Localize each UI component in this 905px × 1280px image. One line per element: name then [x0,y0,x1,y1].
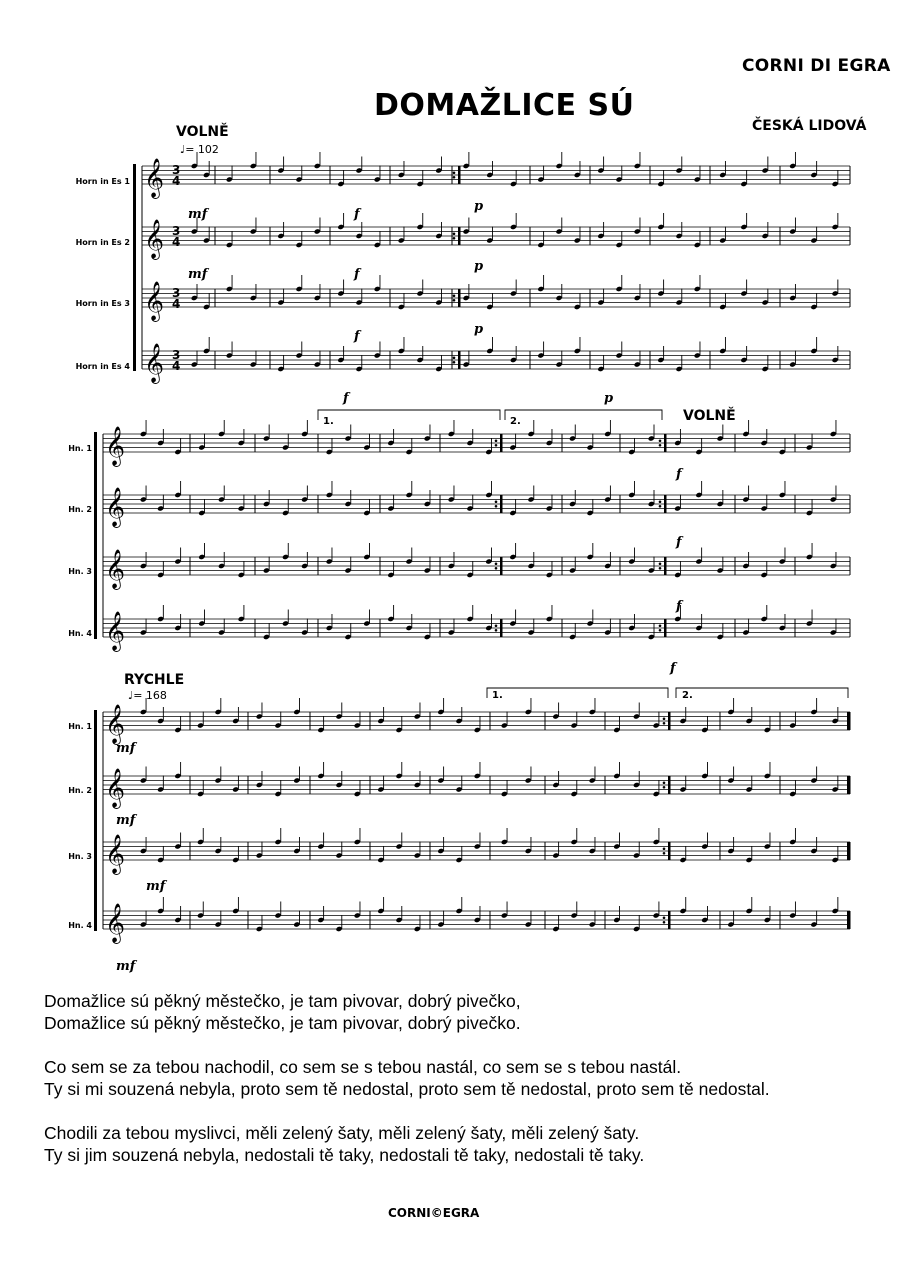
repeat-dot [495,629,498,632]
verse-1 [44,990,770,1034]
repeat-dot [663,916,666,919]
volta-1-system-2: 1. [323,416,334,427]
time-signature-top: 3 [172,163,181,177]
volta-bracket [318,410,500,420]
system-bracket [133,164,136,371]
metronome-mark-1: ♩= 102 [180,143,219,156]
treble-clef-icon: 𝄞 [105,426,126,466]
repeat-barline [668,842,671,860]
instrument-label-short-1: Hn. 1 [68,444,92,453]
repeat-dot [663,852,666,855]
time-signature-bottom: 4 [172,359,181,373]
dynamic-marking: f [676,467,682,482]
treble-clef-icon: 𝄞 [105,611,126,651]
time-signature-bottom: 4 [172,297,181,311]
dynamic-marking: mf [116,959,136,974]
repeat-dot [495,505,498,508]
repeat-barline [664,434,667,452]
tempo-marking-2: VOLNĚ [683,408,736,424]
verse-2 [44,1056,770,1100]
dynamic-marking: mf [146,879,166,894]
dynamic-marking: f [343,391,349,406]
repeat-dot [453,361,456,364]
repeat-barline [668,712,671,730]
treble-clef-icon: 𝄞 [144,281,165,321]
repeat-barline [668,776,671,794]
dynamic-marking: f [354,329,360,344]
repeat-dot [659,439,662,442]
treble-clef-icon: 𝄞 [105,903,126,943]
instrument-label-short-4: Hn. 4 [68,629,92,638]
verse-3 [44,1122,770,1166]
volta-2-system-2: 2. [510,416,521,427]
lyric-line: Ty si jim souzená nebyla, nedostali tě taky, nedostali tě taky, nedostali tě taky. [44,1145,645,1165]
instrument-label-3: Horn in Es 3 [75,299,130,308]
repeat-dot [495,567,498,570]
repeat-barline [668,911,671,929]
repeat-dot [663,786,666,789]
dynamic-marking: p [474,322,484,337]
lyric-line: Domažlice sú pěkný městečko, je tam pivovar, dobrý pivečko. [44,1013,521,1033]
repeat-barline [500,495,503,513]
lyrics-block [44,990,770,1188]
lyric-line: Co sem se za tebou nachodil, co sem se s tebou nastál, co sem se s tebou nastál. [44,1057,682,1077]
tempo-marking-1: VOLNĚ [176,124,229,140]
volta-2-system-3: 2. [682,690,693,701]
metronome-mark-3: ♩= 168 [128,689,167,702]
repeat-dot [453,299,456,302]
dynamic-marking: f [354,267,360,282]
repeat-dot [659,444,662,447]
volta-1-system-3: 1. [492,690,503,701]
repeat-dot [453,356,456,359]
time-signature-bottom: 4 [172,235,181,249]
repeat-dot [663,722,666,725]
dynamic-marking: p [604,391,614,406]
page-title: DOMAŽLICE SÚ [374,88,635,123]
repeat-barline [664,557,667,575]
dynamic-marking: mf [116,741,136,756]
repeat-dot [495,439,498,442]
lyric-line: Ty si mi souzená nebyla, proto sem tě nedostal, proto sem tě nedostal, proto sem tě nedostal. [44,1079,770,1099]
repeat-dot [663,921,666,924]
final-barline [847,842,850,860]
repeat-dot [453,232,456,235]
repeat-dot [453,176,456,179]
instrument-label-short-1b: Hn. 1 [68,722,92,731]
repeat-dot [453,237,456,240]
repeat-barline [664,619,667,637]
system-bracket [94,432,97,639]
repeat-barline [664,495,667,513]
repeat-dot [495,562,498,565]
volta-bracket [505,410,662,420]
repeat-dot [453,294,456,297]
system-bracket [94,710,97,931]
lyric-line: Domažlice sú pěkný městečko, je tam pivovar, dobrý pivečko, [44,991,521,1011]
treble-clef-icon: 𝄞 [144,219,165,259]
repeat-barline [458,351,461,369]
repeat-dot [663,847,666,850]
repeat-dot [659,505,662,508]
treble-clef-icon: 𝄞 [105,549,126,589]
instrument-label-short-2: Hn. 2 [68,505,92,514]
repeat-barline [500,557,503,575]
repeat-barline [458,166,461,184]
instrument-label-1: Horn in Es 1 [75,177,130,186]
volta-bracket [487,688,668,698]
time-signature-top: 3 [172,348,181,362]
volta-bracket [676,688,848,698]
repeat-barline [458,227,461,245]
final-barline [847,776,850,794]
treble-clef-icon: 𝄞 [105,768,126,808]
instrument-label-short-4b: Hn. 4 [68,921,92,930]
dynamic-marking: f [670,661,676,676]
repeat-dot [663,781,666,784]
repeat-dot [659,500,662,503]
treble-clef-icon: 𝄞 [105,487,126,527]
treble-clef-icon: 𝄞 [105,834,126,874]
dynamic-marking: mf [188,267,208,282]
composer-credit: ČESKÁ LIDOVÁ [752,118,867,134]
repeat-barline [500,434,503,452]
dynamic-marking: mf [116,813,136,828]
dynamic-marking: p [474,199,484,214]
repeat-dot [663,717,666,720]
instrument-label-4: Horn in Es 4 [75,362,130,371]
repeat-dot [659,624,662,627]
ensemble-name: CORNI DI EGRA [742,56,891,76]
repeat-dot [453,171,456,174]
repeat-dot [659,567,662,570]
dynamic-marking: mf [188,207,208,222]
repeat-barline [500,619,503,637]
repeat-dot [495,500,498,503]
repeat-dot [659,562,662,565]
time-signature-bottom: 4 [172,174,181,188]
tempo-marking-3: RYCHLE [124,672,185,688]
treble-clef-icon: 𝄞 [105,704,126,744]
repeat-dot [659,629,662,632]
instrument-label-short-3b: Hn. 3 [68,852,92,861]
dynamic-marking: f [676,599,682,614]
time-signature-top: 3 [172,224,181,238]
repeat-dot [495,444,498,447]
lyric-line: Chodili za tebou myslivci, měli zelený šaty, měli zelený šaty, měli zelený šaty. [44,1123,640,1143]
treble-clef-icon: 𝄞 [144,343,165,383]
instrument-label-short-3: Hn. 3 [68,567,92,576]
treble-clef-icon: 𝄞 [144,158,165,198]
instrument-label-2: Horn in Es 2 [75,238,130,247]
dynamic-marking: p [474,259,484,274]
time-signature-top: 3 [172,286,181,300]
footer-credit: CORNI©EGRA [388,1206,480,1220]
repeat-barline [458,289,461,307]
final-barline [847,911,850,929]
instrument-label-short-2b: Hn. 2 [68,786,92,795]
repeat-dot [495,624,498,627]
dynamic-marking: f [676,535,682,550]
dynamic-marking: f [354,207,360,222]
final-barline [847,712,850,730]
